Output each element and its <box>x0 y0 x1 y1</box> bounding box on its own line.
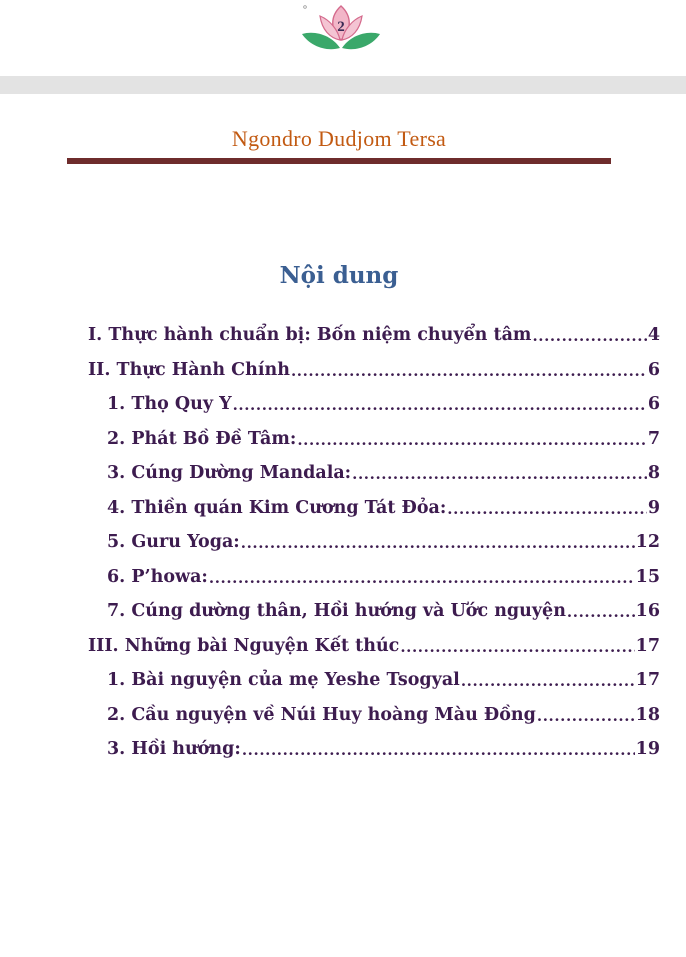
toc-dot-leader <box>461 670 635 690</box>
toc-dot-leader <box>233 394 647 414</box>
toc-entry[interactable] <box>88 629 660 664</box>
toc-entry-title: 4. Thiền quán Kim Cương Tát Đỏa: <box>107 497 447 518</box>
toc-entry-page: 9 <box>647 497 660 518</box>
document-title: Ngondro Dudjom Tersa <box>231 126 447 151</box>
toc-entry-title: 1. Bài nguyện của mẹ Yeshe Tsogyal <box>107 670 460 691</box>
toc-entry-title: 7. Cúng dường thân, Hồi hướng và Ước nguyện <box>107 601 566 622</box>
toc-entry-page: 15 <box>635 566 660 587</box>
toc-entry[interactable] <box>88 594 660 629</box>
toc-entry-page: 7 <box>647 428 660 449</box>
toc-entry-title: 3. Cúng Dường Mandala: <box>107 463 352 484</box>
toc-entry[interactable] <box>88 318 660 353</box>
toc-entry-page: 6 <box>647 359 660 380</box>
toc-entry-page: 8 <box>647 463 660 484</box>
toc-entry[interactable] <box>88 525 660 560</box>
toc-entry-page: 12 <box>635 532 660 553</box>
header-rule <box>67 158 611 164</box>
toc-entry[interactable] <box>88 491 660 526</box>
toc-entry[interactable] <box>88 698 660 733</box>
toc-entry-title: 3. Hồi hướng: <box>107 739 241 760</box>
toc-dot-leader <box>447 498 647 518</box>
toc-entry[interactable] <box>88 422 660 457</box>
toc-entry-page: 17 <box>635 670 660 691</box>
table-of-contents <box>88 318 660 767</box>
toc-dot-leader <box>532 325 646 345</box>
toc-dot-leader <box>352 463 647 483</box>
toc-entry-page: 16 <box>635 601 660 622</box>
toc-dot-leader <box>209 567 635 587</box>
toc-entry-title: II. Thực Hành Chính <box>88 359 290 380</box>
toc-dot-leader <box>291 360 647 380</box>
toc-dot-leader <box>241 532 635 552</box>
toc-entry-title: 2. Cầu nguyện về Núi Huy hoàng Màu Đồng <box>107 704 536 725</box>
toc-entry[interactable] <box>88 387 660 422</box>
toc-entry[interactable] <box>88 663 660 698</box>
toc-entry[interactable] <box>88 560 660 595</box>
page-separator <box>0 76 686 94</box>
toc-dot-leader <box>400 636 634 656</box>
toc-entry-title: 6. P’howa: <box>107 566 208 587</box>
toc-entry-title: III. Những bài Nguyện Kết thúc <box>88 635 400 656</box>
toc-entry-title: 5. Guru Yoga: <box>107 532 240 553</box>
toc-entry-title: I. Thực hành chuẩn bị: Bốn niệm chuyển tâm <box>88 325 532 346</box>
toc-dot-leader <box>537 705 635 725</box>
toc-entry-title: 2. Phát Bồ Đề Tâm: <box>107 428 297 449</box>
toc-entry-page: 17 <box>635 635 660 656</box>
toc-dot-leader <box>242 739 635 759</box>
toc-dot-leader <box>567 601 635 621</box>
toc-entry[interactable] <box>88 353 660 388</box>
lotus-logo <box>300 0 382 58</box>
toc-entry-page: 6 <box>647 394 660 415</box>
toc-entry[interactable] <box>88 732 660 767</box>
toc-entry-page: 19 <box>635 739 660 760</box>
toc-entry-title: 1. Thọ Quy Y <box>107 394 232 415</box>
toc-entry[interactable] <box>88 456 660 491</box>
toc-entry-page: 18 <box>635 704 660 725</box>
toc-entry-page: 4 <box>647 325 660 346</box>
toc-dot-leader <box>297 429 646 449</box>
toc-heading: Nội dung <box>279 262 399 289</box>
page-number: 2 <box>337 19 345 35</box>
